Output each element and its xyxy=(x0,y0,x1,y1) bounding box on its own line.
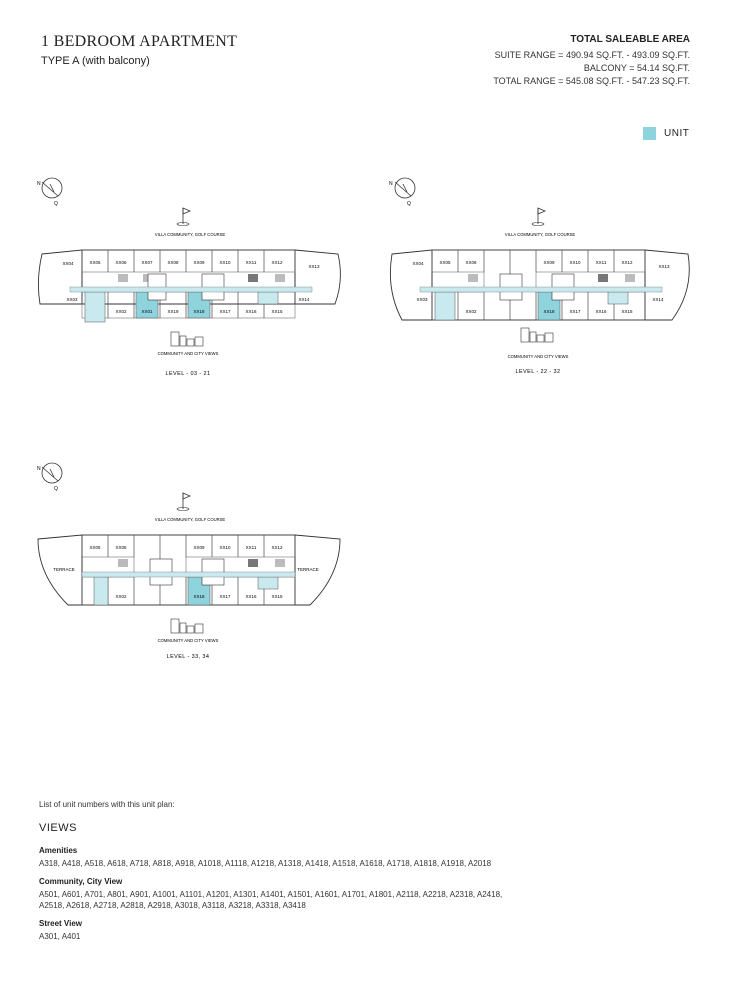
unit-legend-label: UNIT xyxy=(664,128,690,139)
unit-label: XX06 xyxy=(115,260,127,265)
unit-label: XX03 xyxy=(416,297,428,302)
group-heading: Amenities xyxy=(39,846,78,855)
floor-plan-level-03-21 xyxy=(30,170,350,385)
unit-label: XX12 xyxy=(271,260,283,265)
group-units: A501, A601, A701, A801, A901, A1001, A1101, A1201, A1301, A1401, A1501, A1601, A1701, A1801, A2118, A2218, A2318, A2418, A2518, A2618, A2718, A2818, A2918, A3018, A3118, A3218, A3318, A3418 xyxy=(39,890,503,910)
unit-number-lists xyxy=(39,800,699,950)
unit-legend-swatch xyxy=(643,127,656,140)
level-label: LEVEL - 22 - 32 xyxy=(515,369,561,375)
unit-label: XX02 xyxy=(465,309,477,314)
top-view-label: VILLA COMMUNITY, GOLF COURSE xyxy=(504,232,576,237)
unit-label: XX05 xyxy=(439,260,451,265)
list-intro: List of unit numbers with this unit plan: xyxy=(39,800,175,809)
unit-label: XX02 xyxy=(115,309,127,314)
compass-north: N xyxy=(389,181,393,187)
saleable-area-block xyxy=(493,33,690,88)
unit-label: XX02 xyxy=(115,594,127,599)
saleable-area-heading: TOTAL SALEABLE AREA xyxy=(570,34,690,45)
unit-label: XX16 xyxy=(595,309,607,314)
unit-label: XX13 xyxy=(658,264,670,269)
unit-label: XX18 xyxy=(193,309,205,314)
legend xyxy=(643,127,689,140)
bottom-view-label: COMMUNITY AND CITY VIEWS xyxy=(157,351,219,356)
unit-label: XX11 xyxy=(595,260,607,265)
top-view-label: VILLA COMMUNITY, GOLF COURSE xyxy=(154,232,226,237)
unit-label: XX04 xyxy=(412,261,424,266)
unit-label: XX09 xyxy=(193,260,205,265)
total-range: TOTAL RANGE = 545.08 SQ.FT. - 547.23 SQ.FT. xyxy=(493,76,690,86)
unit-label: XX09 xyxy=(543,260,555,265)
bottom-view-label: COMMUNITY AND CITY VIEWS xyxy=(507,354,569,359)
list-group-community-city xyxy=(39,877,699,911)
city-view-icon xyxy=(171,332,203,346)
compass-q: Q xyxy=(54,201,58,207)
unit-label: XX05 xyxy=(89,260,101,265)
compass-icon xyxy=(37,178,62,207)
unit-label: XX17 xyxy=(219,309,231,314)
unit-label: XX08 xyxy=(167,260,179,265)
unit-label: XX09 xyxy=(193,545,205,550)
list-group-amenities xyxy=(39,846,699,869)
unit-label: XX11 xyxy=(245,260,257,265)
unit-label: XX01 xyxy=(141,309,153,314)
unit-label: XX15 xyxy=(621,309,633,314)
unit-label: XX16 xyxy=(245,594,257,599)
unit-label: XX12 xyxy=(621,260,633,265)
floor-plan-level-22-32 xyxy=(380,170,700,385)
group-heading: Street View xyxy=(39,919,82,928)
top-view-label: VILLA COMMUNITY, GOLF COURSE xyxy=(154,517,226,522)
unit-label: XX19 xyxy=(167,309,179,314)
unit-label: XX18 xyxy=(543,309,555,314)
city-view-icon xyxy=(521,328,553,342)
unit-label: XX07 xyxy=(141,260,153,265)
level-label: LEVEL - 33, 34 xyxy=(166,654,210,660)
unit-label: XX16 xyxy=(245,309,257,314)
suite-range: SUITE RANGE = 490.94 SQ.FT. - 493.09 SQ.FT. xyxy=(494,50,690,60)
unit-label: XX10 xyxy=(569,260,581,265)
balcony-area: BALCONY = 54.14 SQ.FT. xyxy=(583,63,690,73)
floor-plan-level-33-34 xyxy=(30,455,350,670)
unit-label: XX12 xyxy=(271,545,283,550)
level-label: LEVEL - 03 - 21 xyxy=(165,371,211,377)
group-heading: Community, City View xyxy=(39,877,123,886)
unit-label: XX17 xyxy=(219,594,231,599)
unit-label: XX18 xyxy=(193,594,205,599)
unit-label: XX14 xyxy=(652,297,664,302)
compass-north: N xyxy=(37,466,41,472)
golf-flag-icon xyxy=(177,208,190,226)
list-group-street-view xyxy=(39,919,699,942)
unit-label: XX11 xyxy=(245,545,257,550)
unit-label: XX05 xyxy=(89,545,101,550)
unit-label: XX13 xyxy=(308,264,320,269)
terrace-label-left: TERRACE xyxy=(53,567,75,572)
unit-label: XX15 xyxy=(271,309,283,314)
unit-label: XX15 xyxy=(271,594,283,599)
page-title: 1 BEDROOM APARTMENT xyxy=(41,33,238,50)
unit-label: XX14 xyxy=(298,297,310,302)
unit-label: XX06 xyxy=(115,545,127,550)
unit-label: XX03 xyxy=(66,297,78,302)
unit-label: XX10 xyxy=(219,260,231,265)
group-units: A301, A401 xyxy=(39,932,81,941)
city-view-icon xyxy=(171,619,203,633)
views-heading: VIEWS xyxy=(39,822,77,834)
golf-flag-icon xyxy=(532,208,545,226)
golf-flag-icon xyxy=(177,493,190,511)
terrace-label-right: TERRACE xyxy=(297,567,319,572)
compass-q: Q xyxy=(407,201,411,207)
compass-north: N xyxy=(37,181,41,187)
unit-label: XX10 xyxy=(219,545,231,550)
compass-q: Q xyxy=(54,486,58,492)
bottom-view-label: COMMUNITY AND CITY VIEWS xyxy=(157,638,219,643)
unit-label: XX06 xyxy=(465,260,477,265)
compass-icon xyxy=(389,178,415,207)
unit-label: XX17 xyxy=(569,309,581,314)
group-units: A318, A418, A518, A618, A718, A818, A918, A1018, A1118, A1218, A1318, A1418, A1518, A1618, A1718, A1818, A1918, A2018 xyxy=(39,859,492,868)
unit-type-subtitle: TYPE A (with balcony) xyxy=(41,55,150,67)
compass-icon xyxy=(37,463,62,492)
unit-label: XX04 xyxy=(62,261,74,266)
